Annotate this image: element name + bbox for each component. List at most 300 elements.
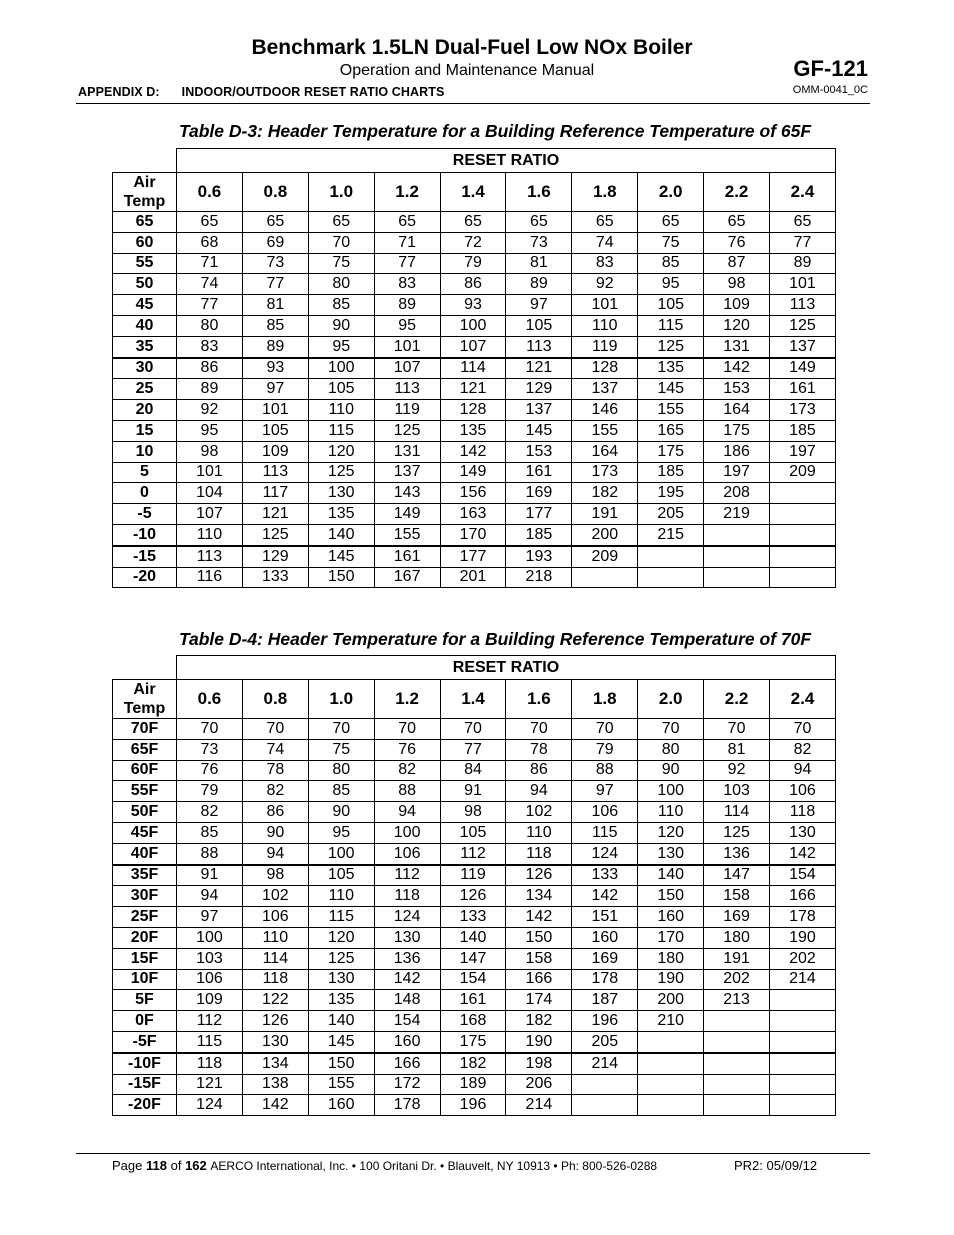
- header-temp-cell: 155: [308, 1074, 374, 1095]
- header-temp-cell: 137: [374, 462, 440, 483]
- header-temp-cell: 175: [704, 420, 770, 441]
- table-row: [113, 886, 836, 907]
- ratio-column-header: 0.8: [242, 680, 308, 719]
- air-temp-cell: 50: [113, 274, 177, 295]
- header-temp-cell: 110: [506, 822, 572, 843]
- header-temp-cell: 70: [572, 719, 638, 740]
- header-temp-cell: 65: [572, 212, 638, 233]
- header-temp-cell: 140: [308, 1011, 374, 1032]
- header-temp-cell: 150: [638, 886, 704, 907]
- header-temp-cell: 142: [572, 886, 638, 907]
- header-temp-cell: 110: [308, 886, 374, 907]
- header-temp-cell: 70: [506, 719, 572, 740]
- header-temp-cell: 82: [770, 739, 836, 760]
- ratio-column-header: 1.8: [572, 680, 638, 719]
- header-temp-cell: 81: [242, 295, 308, 316]
- header-temp-cell: 73: [242, 253, 308, 274]
- header-temp-cell: 172: [374, 1074, 440, 1095]
- header-temp-cell: 115: [308, 420, 374, 441]
- header-temp-cell: 107: [177, 504, 243, 525]
- header-temp-cell: 78: [242, 760, 308, 781]
- header-temp-cell: 142: [704, 358, 770, 379]
- header-temp-cell: 70: [308, 719, 374, 740]
- header-temp-cell: 210: [638, 1011, 704, 1032]
- header-temp-cell: 125: [242, 524, 308, 545]
- header-temp-cell: 113: [506, 336, 572, 357]
- header-temp-cell: 76: [177, 760, 243, 781]
- air-temp-cell: -5F: [113, 1031, 177, 1052]
- header-temp-cell: 107: [440, 336, 506, 357]
- header-temp-cell: 100: [177, 927, 243, 948]
- header-temp-cell: 136: [704, 843, 770, 864]
- header-temp-cell: 112: [177, 1011, 243, 1032]
- air-temp-cell: 45: [113, 295, 177, 316]
- header-temp-cell: 129: [506, 379, 572, 400]
- header-temp-cell: 154: [770, 865, 836, 886]
- header-temp-cell: 90: [308, 315, 374, 336]
- page-footer: [112, 1158, 818, 1173]
- header-temp-cell: 83: [374, 274, 440, 295]
- header-temp-cell: 65: [770, 212, 836, 233]
- header-temp-cell: 102: [506, 802, 572, 823]
- header-temp-cell: 85: [308, 295, 374, 316]
- header-temp-cell: 130: [770, 822, 836, 843]
- header-temp-cell: 78: [506, 739, 572, 760]
- header-temp-cell: 175: [440, 1031, 506, 1052]
- header-temp-cell: 93: [440, 295, 506, 316]
- air-temp-cell: 45F: [113, 822, 177, 843]
- table-row: [113, 524, 836, 545]
- header-temp-cell: 190: [770, 927, 836, 948]
- header-temp-cell: 177: [506, 504, 572, 525]
- header-temp-cell: [638, 1095, 704, 1116]
- header-temp-cell: 65: [704, 212, 770, 233]
- header-temp-cell: 121: [440, 379, 506, 400]
- header-temp-cell: 114: [242, 948, 308, 969]
- air-temp-cell: 10: [113, 441, 177, 462]
- header-temp-cell: 65: [242, 212, 308, 233]
- header-temp-cell: 105: [638, 295, 704, 316]
- header-temp-cell: 219: [704, 504, 770, 525]
- header-temp-cell: 170: [638, 927, 704, 948]
- header-temp-cell: [704, 1074, 770, 1095]
- header-temp-cell: 105: [308, 865, 374, 886]
- table-row: [113, 990, 836, 1011]
- header-temp-cell: 164: [572, 441, 638, 462]
- header-temp-cell: [770, 504, 836, 525]
- header-temp-cell: 81: [506, 253, 572, 274]
- header-temp-cell: 70: [242, 719, 308, 740]
- header-temp-cell: 88: [374, 781, 440, 802]
- header-temp-cell: 150: [506, 927, 572, 948]
- header-temp-cell: 173: [572, 462, 638, 483]
- header-temp-cell: 154: [440, 969, 506, 990]
- air-temp-cell: -10F: [113, 1053, 177, 1074]
- ratio-column-header: 2.2: [704, 680, 770, 719]
- header-temp-cell: 100: [638, 781, 704, 802]
- header-temp-cell: 104: [177, 483, 243, 504]
- header-temp-cell: 147: [704, 865, 770, 886]
- header-temp-cell: 208: [704, 483, 770, 504]
- header-temp-cell: 76: [704, 232, 770, 253]
- page-number: 118: [146, 1158, 167, 1173]
- header-temp-cell: 191: [704, 948, 770, 969]
- table-row: [113, 379, 836, 400]
- table-row: [113, 295, 836, 316]
- header-temp-cell: 178: [374, 1095, 440, 1116]
- header-temp-cell: 153: [704, 379, 770, 400]
- header-temp-cell: 85: [308, 781, 374, 802]
- header-temp-cell: 65: [374, 212, 440, 233]
- header-temp-cell: 70: [177, 719, 243, 740]
- header-temp-cell: 95: [374, 315, 440, 336]
- header-temp-cell: 122: [242, 990, 308, 1011]
- header-temp-cell: 97: [506, 295, 572, 316]
- ratio-column-header: 1.8: [572, 173, 638, 212]
- header-temp-cell: 196: [440, 1095, 506, 1116]
- reset-ratio-header: RESET RATIO: [177, 656, 836, 680]
- header-temp-cell: 168: [440, 1011, 506, 1032]
- header-temp-cell: 97: [177, 907, 243, 928]
- header-temp-cell: 65: [506, 212, 572, 233]
- header-temp-cell: 76: [374, 739, 440, 760]
- header-temp-cell: 112: [374, 865, 440, 886]
- product-code: GF-121: [793, 56, 868, 81]
- header-temp-cell: 180: [704, 927, 770, 948]
- header-temp-cell: 109: [177, 990, 243, 1011]
- header-temp-cell: 65: [638, 212, 704, 233]
- header-temp-cell: 98: [440, 802, 506, 823]
- header-temp-cell: 80: [638, 739, 704, 760]
- header-temp-cell: 110: [308, 400, 374, 421]
- air-temp-cell: 35: [113, 336, 177, 357]
- header-temp-cell: 160: [308, 1095, 374, 1116]
- header-temp-cell: 119: [572, 336, 638, 357]
- header-temp-cell: 143: [374, 483, 440, 504]
- header-temp-cell: 100: [440, 315, 506, 336]
- header-temp-cell: 186: [704, 441, 770, 462]
- header-temp-cell: 145: [638, 379, 704, 400]
- air-temp-cell: -20: [113, 567, 177, 588]
- header-temp-cell: 214: [506, 1095, 572, 1116]
- header-temp-cell: [704, 546, 770, 567]
- air-temp-cell: 20F: [113, 927, 177, 948]
- header-temp-cell: 161: [440, 990, 506, 1011]
- ratio-column-header: 0.8: [242, 173, 308, 212]
- header-temp-cell: 82: [242, 781, 308, 802]
- header-temp-cell: 136: [374, 948, 440, 969]
- header-temp-cell: 134: [242, 1053, 308, 1074]
- air-temp-cell: -5: [113, 504, 177, 525]
- header-temp-cell: 146: [572, 400, 638, 421]
- air-temp-cell: 50F: [113, 802, 177, 823]
- header-temp-cell: 100: [308, 358, 374, 379]
- header-temp-cell: 200: [638, 990, 704, 1011]
- header-temp-cell: 88: [572, 760, 638, 781]
- table-row: [113, 400, 836, 421]
- header-temp-cell: 107: [374, 358, 440, 379]
- header-temp-cell: [770, 1095, 836, 1116]
- header-temp-cell: [704, 1053, 770, 1074]
- air-temp-header: Air Temp: [113, 680, 177, 719]
- header-temp-cell: 128: [572, 358, 638, 379]
- header-temp-cell: 195: [638, 483, 704, 504]
- header-temp-cell: 94: [374, 802, 440, 823]
- header-temp-cell: 130: [374, 927, 440, 948]
- doc-number: OMM-0041_0C: [792, 84, 868, 96]
- header-temp-cell: 79: [572, 739, 638, 760]
- header-temp-cell: 118: [374, 886, 440, 907]
- header-temp-cell: 182: [572, 483, 638, 504]
- header-temp-cell: 155: [374, 524, 440, 545]
- header-temp-cell: 130: [308, 483, 374, 504]
- header-temp-cell: 70: [374, 719, 440, 740]
- header-temp-cell: 70: [440, 719, 506, 740]
- header-temp-cell: 124: [374, 907, 440, 928]
- header-temp-cell: 180: [638, 948, 704, 969]
- header-temp-cell: 197: [704, 462, 770, 483]
- header-temp-cell: 140: [638, 865, 704, 886]
- header-temp-cell: 106: [374, 843, 440, 864]
- table-row: [113, 865, 836, 886]
- air-temp-cell: 65F: [113, 739, 177, 760]
- table-row: [113, 1095, 836, 1116]
- header-temp-cell: 88: [177, 843, 243, 864]
- table-row: [113, 822, 836, 843]
- header-temp-cell: 167: [374, 567, 440, 588]
- header-temp-cell: 142: [374, 969, 440, 990]
- header-temp-cell: 84: [440, 760, 506, 781]
- header-temp-cell: [704, 524, 770, 545]
- header-temp-cell: 65: [440, 212, 506, 233]
- header-temp-cell: [770, 483, 836, 504]
- header-temp-cell: 165: [638, 420, 704, 441]
- header-temp-cell: 114: [440, 358, 506, 379]
- table-corner-blank: [113, 149, 177, 173]
- header-temp-cell: 135: [308, 990, 374, 1011]
- air-temp-cell: 25: [113, 379, 177, 400]
- header-temp-cell: 197: [770, 441, 836, 462]
- header-temp-cell: [638, 1074, 704, 1095]
- ratio-column-header: 1.0: [308, 680, 374, 719]
- header-temp-cell: 126: [440, 886, 506, 907]
- air-temp-cell: -10: [113, 524, 177, 545]
- header-temp-cell: 71: [177, 253, 243, 274]
- table-row: [113, 1074, 836, 1095]
- header-temp-cell: 209: [770, 462, 836, 483]
- header-temp-cell: 209: [572, 546, 638, 567]
- header-temp-cell: 89: [177, 379, 243, 400]
- header-temp-cell: 119: [374, 400, 440, 421]
- header-temp-cell: 89: [242, 336, 308, 357]
- ratio-column-header: 1.4: [440, 680, 506, 719]
- header-temp-cell: 65: [308, 212, 374, 233]
- header-temp-cell: [638, 1053, 704, 1074]
- header-temp-cell: 198: [506, 1053, 572, 1074]
- header-temp-cell: 178: [572, 969, 638, 990]
- header-temp-cell: 148: [374, 990, 440, 1011]
- table-d3-caption: Table D-3: Header Temperature for a Building Reference Temperature of 65F: [178, 121, 812, 141]
- header-temp-cell: 201: [440, 567, 506, 588]
- header-temp-cell: 101: [242, 400, 308, 421]
- table-row: [113, 274, 836, 295]
- header-temp-cell: 85: [242, 315, 308, 336]
- header-temp-cell: 97: [572, 781, 638, 802]
- header-temp-cell: 89: [506, 274, 572, 295]
- header-temp-cell: 110: [242, 927, 308, 948]
- header-temp-cell: 130: [242, 1031, 308, 1052]
- header-temp-cell: 117: [242, 483, 308, 504]
- header-temp-cell: 142: [242, 1095, 308, 1116]
- header-temp-cell: 85: [177, 822, 243, 843]
- header-temp-cell: 68: [177, 232, 243, 253]
- header-temp-cell: 105: [440, 822, 506, 843]
- table-row: [113, 462, 836, 483]
- header-temp-cell: 90: [308, 802, 374, 823]
- header-temp-cell: 115: [572, 822, 638, 843]
- header-temp-cell: 121: [506, 358, 572, 379]
- ratio-column-header: 1.2: [374, 173, 440, 212]
- header-temp-cell: 116: [177, 567, 243, 588]
- header-temp-cell: 98: [704, 274, 770, 295]
- header-temp-cell: 145: [308, 546, 374, 567]
- table-row: [113, 504, 836, 525]
- ratio-column-header: 0.6: [177, 680, 243, 719]
- header-temp-cell: 70: [638, 719, 704, 740]
- header-temp-cell: 149: [440, 462, 506, 483]
- header-temp-cell: 150: [308, 1053, 374, 1074]
- header-temp-cell: 145: [506, 420, 572, 441]
- header-temp-cell: 126: [242, 1011, 308, 1032]
- header-temp-cell: 70: [704, 719, 770, 740]
- document-subtitle: Operation and Maintenance Manual: [339, 62, 595, 79]
- air-temp-cell: 40F: [113, 843, 177, 864]
- header-temp-cell: [770, 546, 836, 567]
- header-temp-cell: [572, 1074, 638, 1095]
- header-temp-cell: 90: [242, 822, 308, 843]
- header-temp-cell: 102: [242, 886, 308, 907]
- header-temp-cell: 72: [440, 232, 506, 253]
- air-temp-cell: -20F: [113, 1095, 177, 1116]
- header-temp-cell: 77: [242, 274, 308, 295]
- header-temp-cell: 214: [770, 969, 836, 990]
- appendix-heading: [78, 85, 444, 99]
- table-corner-blank: [113, 656, 177, 680]
- ratio-column-header: 0.6: [177, 173, 243, 212]
- table-row: [113, 232, 836, 253]
- header-divider: [76, 103, 870, 104]
- table-row: [113, 1031, 836, 1052]
- header-temp-cell: 113: [374, 379, 440, 400]
- page-prefix: Page: [112, 1158, 143, 1173]
- header-temp-cell: 109: [704, 295, 770, 316]
- header-temp-cell: 145: [308, 1031, 374, 1052]
- header-temp-cell: 161: [770, 379, 836, 400]
- header-temp-cell: 169: [506, 483, 572, 504]
- header-temp-cell: 86: [506, 760, 572, 781]
- header-temp-cell: 71: [374, 232, 440, 253]
- header-temp-cell: 125: [308, 462, 374, 483]
- air-temp-cell: 0: [113, 483, 177, 504]
- header-temp-cell: 118: [242, 969, 308, 990]
- header-temp-cell: 131: [704, 336, 770, 357]
- header-temp-cell: 130: [638, 843, 704, 864]
- header-temp-cell: [770, 524, 836, 545]
- header-temp-cell: 187: [572, 990, 638, 1011]
- header-temp-cell: 130: [308, 969, 374, 990]
- header-temp-cell: 163: [440, 504, 506, 525]
- header-temp-cell: 83: [177, 336, 243, 357]
- revision: PR2: 05/09/12: [734, 1158, 818, 1173]
- header-temp-cell: 120: [308, 441, 374, 462]
- air-temp-cell: 60F: [113, 760, 177, 781]
- header-temp-cell: 95: [308, 336, 374, 357]
- header-temp-cell: [638, 567, 704, 588]
- ratio-column-header: 2.0: [638, 680, 704, 719]
- header-temp-cell: 73: [177, 739, 243, 760]
- footer-divider: [76, 1153, 870, 1154]
- air-temp-cell: 5: [113, 462, 177, 483]
- header-temp-cell: 94: [506, 781, 572, 802]
- header-temp-cell: 106: [177, 969, 243, 990]
- table-row: [113, 969, 836, 990]
- header-temp-cell: 115: [638, 315, 704, 336]
- document-title: Benchmark 1.5LN Dual-Fuel Low NOx Boiler: [251, 36, 693, 59]
- header-temp-cell: 133: [242, 567, 308, 588]
- header-temp-cell: 135: [440, 420, 506, 441]
- header-temp-cell: 77: [374, 253, 440, 274]
- air-temp-header: Air Temp: [113, 173, 177, 212]
- header-temp-cell: 106: [242, 907, 308, 928]
- header-temp-cell: 113: [242, 462, 308, 483]
- header-temp-cell: 80: [308, 274, 374, 295]
- ratio-column-header: 2.2: [704, 173, 770, 212]
- header-temp-cell: [704, 567, 770, 588]
- header-temp-cell: 90: [638, 760, 704, 781]
- header-temp-cell: 129: [242, 546, 308, 567]
- header-temp-cell: 91: [177, 865, 243, 886]
- header-temp-cell: 189: [440, 1074, 506, 1095]
- header-temp-cell: 82: [374, 760, 440, 781]
- header-temp-cell: 169: [704, 907, 770, 928]
- table-row: [113, 253, 836, 274]
- header-temp-cell: 142: [506, 907, 572, 928]
- header-temp-cell: 174: [506, 990, 572, 1011]
- header-temp-cell: 101: [572, 295, 638, 316]
- header-temp-cell: 150: [308, 567, 374, 588]
- reset-ratio-table-d4: [112, 655, 836, 1116]
- header-temp-cell: 120: [704, 315, 770, 336]
- header-temp-cell: 161: [506, 462, 572, 483]
- header-temp-cell: 115: [308, 907, 374, 928]
- header-temp-cell: 106: [770, 781, 836, 802]
- header-temp-cell: [704, 1095, 770, 1116]
- header-temp-cell: 125: [308, 948, 374, 969]
- air-temp-cell: 55F: [113, 781, 177, 802]
- header-temp-cell: 75: [638, 232, 704, 253]
- header-temp-cell: [638, 1031, 704, 1052]
- air-temp-cell: 0F: [113, 1011, 177, 1032]
- ratio-column-header: 2.0: [638, 173, 704, 212]
- header-temp-cell: [770, 1011, 836, 1032]
- header-temp-cell: 158: [506, 948, 572, 969]
- header-temp-cell: 94: [242, 843, 308, 864]
- header-temp-cell: 94: [770, 760, 836, 781]
- header-temp-cell: 158: [704, 886, 770, 907]
- ratio-column-header: 1.0: [308, 173, 374, 212]
- table-row: [113, 567, 836, 588]
- header-temp-cell: 137: [770, 336, 836, 357]
